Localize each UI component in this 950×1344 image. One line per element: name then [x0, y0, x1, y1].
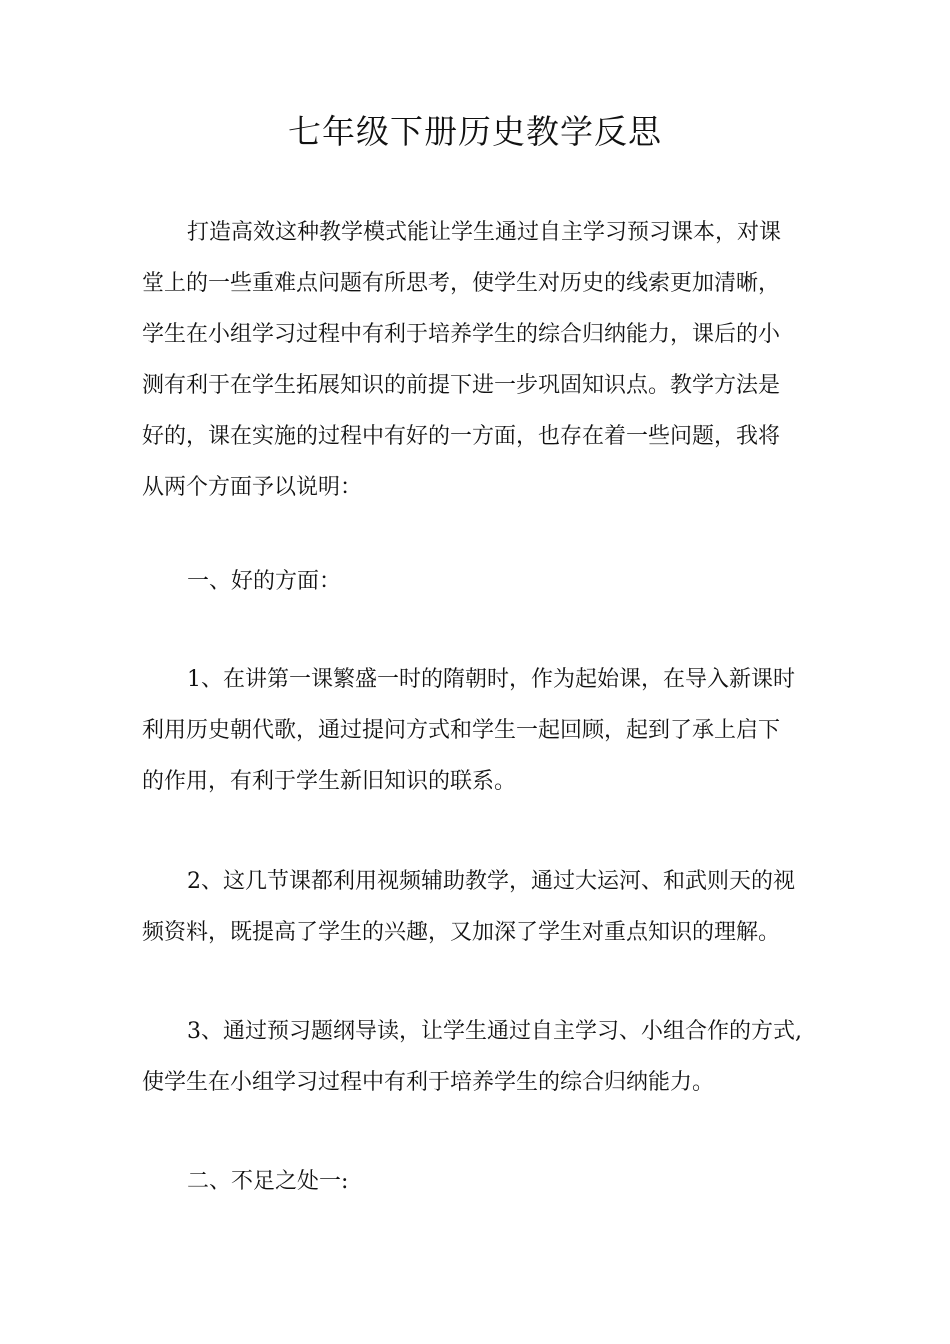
- point-2-line: 2、这几节课都利用视频辅助教学，通过大运河、和武则天的视: [187, 869, 795, 894]
- point-2-line: 频资料，既提高了学生的兴趣，又加深了学生对重点知识的理解。: [142, 920, 781, 945]
- point-2-paragraph: [142, 856, 817, 958]
- intro-line: 打造高效这种教学模式能让学生通过自主学习预习课本，对课: [187, 220, 782, 245]
- intro-line: 测有利于在学生拓展知识的前提下进一步巩固知识点。教学方法是: [142, 373, 781, 398]
- point-1-line: 的作用，有利于学生新旧知识的联系。: [142, 769, 517, 794]
- intro-line: 好的，课在实施的过程中有好的一方面，也存在着一些问题，我将: [142, 424, 781, 449]
- intro-line: 从两个方面予以说明：: [142, 475, 363, 500]
- point-3-line: 3、通过预习题纲导读，让学生通过自主学习、小组合作的方式,: [187, 1019, 802, 1044]
- point-1-paragraph: [142, 654, 817, 807]
- point-1-line: 利用历史朝代歌，通过提问方式和学生一起回顾，起到了承上启下: [142, 718, 781, 743]
- intro-paragraph: [142, 207, 817, 513]
- point-1-line: 1、在讲第一课繁盛一时的隋朝时，作为起始课，在导入新课时: [187, 667, 795, 692]
- section-heading-good: [142, 556, 817, 607]
- intro-line: 堂上的一些重难点问题有所思考，使学生对历史的线索更加清晰，: [142, 271, 781, 296]
- point-3-line: 使学生在小组学习过程中有利于培养学生的综合归纳能力。: [142, 1070, 715, 1095]
- section-heading-text: 一、好的方面：: [187, 569, 342, 594]
- intro-line: 学生在小组学习过程中有利于培养学生的综合归纳能力，课后的小: [142, 322, 781, 347]
- section-heading-text: 二、不足之处一:: [187, 1169, 349, 1194]
- point-3-paragraph: [142, 1006, 817, 1108]
- document-title: 七年级下册历史教学反思: [288, 112, 662, 151]
- section-heading-shortcoming: [142, 1156, 817, 1207]
